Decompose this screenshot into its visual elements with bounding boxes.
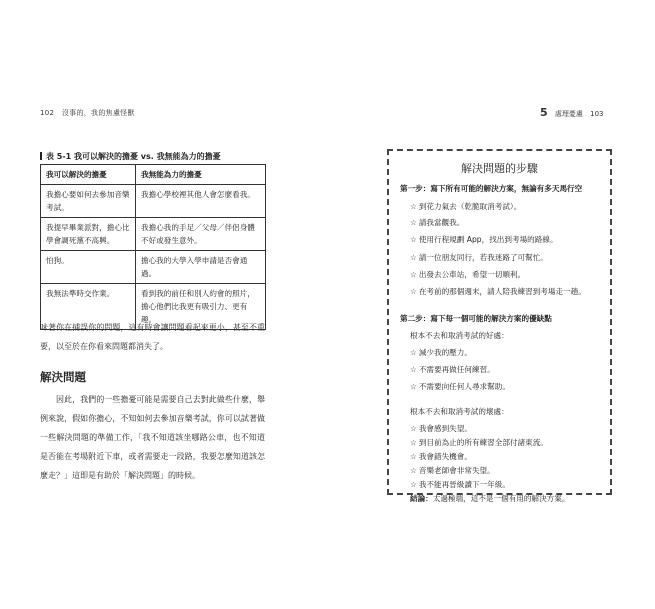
table-header-cell: 我無能為力的擔憂 [136, 165, 266, 185]
conclusion-text: 太過極端，這不是一個有用的解決方案。 [432, 494, 570, 503]
list-item [410, 479, 510, 491]
worry-table [40, 164, 266, 330]
pros-heading: 根本不去和取消考試的好處： [410, 331, 509, 340]
list-item-text: 我不能再晉級讀下一年級。 [418, 480, 510, 489]
star-icon: ☆ [410, 235, 417, 244]
list-item [410, 234, 558, 246]
table-cell: 看到我的前任和別人約會的照片，擔心他們比我更有吸引力、更有趣。 [136, 284, 266, 330]
left-page-number: 102 [40, 109, 55, 117]
star-icon: ☆ [410, 218, 417, 227]
star-icon: ☆ [410, 202, 417, 211]
table-cell: 我無法準時交作業。 [41, 284, 136, 330]
star-icon: ☆ [410, 466, 417, 475]
table-cell: 我提早畢業派對，擔心比學會調死黨不高興。 [41, 218, 136, 251]
right-page-number: 103 [590, 110, 604, 118]
left-running-header [40, 108, 135, 118]
caption-bar [40, 152, 42, 160]
list-item-text: 不需要向任何人尋求幫助。 [418, 382, 510, 391]
list-item [410, 381, 510, 393]
list-item [410, 252, 548, 264]
step1-text: 寫下所有可能的解決方案，無論有多天馬行空 [430, 184, 583, 193]
step2-heading [400, 313, 552, 325]
table-cell: 擔心我的大學入學申請是否會通過。 [136, 251, 266, 284]
body-paragraph-2: 因此，我們的一些擔憂可能是需要自己去對此做些什麼，舉例來說，假如你擔心，不知如何去參加音樂考試，你可以試著做一些解決問題的準備工作，「我不知道該坐哪路公車，也不知道是否能在考場附近下車，或者需要走一段路，我要怎麼知道該怎麼走？」這即是有助於「解決問題」的時候。 [40, 395, 265, 480]
star-icon: ☆ [410, 438, 417, 447]
star-icon: ☆ [410, 452, 417, 461]
list-item-text: 到花力氣去（乾脆取消考試）。 [418, 202, 522, 211]
list-item-text: 音樂老師會非常失望。 [418, 466, 495, 475]
right-running-header [540, 106, 604, 119]
table-header-cell: 我可以解決的擔憂 [41, 165, 136, 185]
list-item-text: 在考前的那個週末，請人陪我練習到考場走一趟。 [418, 287, 586, 296]
section-heading: 解決問題 [40, 370, 86, 384]
table-header-row [41, 165, 266, 185]
step1-heading [400, 183, 582, 195]
step2-text: 寫下每一個可能的解決方案的優缺點 [430, 314, 552, 323]
list-item [410, 347, 472, 359]
list-item [410, 201, 521, 213]
steps-box-title: 解決問題的步驟 [461, 162, 538, 175]
left-running-title: 沒事的，我的焦慮怪獸 [61, 109, 135, 117]
table-row [41, 251, 266, 284]
star-icon: ☆ [410, 365, 417, 374]
list-item-text: 使用行程規劃 App，找出到考場的路線。 [418, 235, 558, 244]
table-cell: 我擔心學校裡其他人會怎麼看我。 [136, 185, 266, 218]
conclusion-line [410, 493, 569, 505]
list-item-text: 我會錯失機會。 [418, 452, 472, 461]
step1-label: 第一步： [400, 184, 431, 193]
list-item-text: 出發去公車站，希望一切順利。 [418, 270, 526, 279]
list-item-text: 我會感到失望。 [418, 424, 472, 433]
table-cell: 我擔心我的手足／父母／伴侶身體不好或發生意外。 [136, 218, 266, 251]
table-cell: 怕狗。 [41, 251, 136, 284]
list-item-text: 不需要再做任何練習。 [418, 365, 495, 374]
body-paragraph-1: 味著你在捕誤你的問題，這有時會讓問題看起來更小，甚至不重要，以至於在你看來問題都消失了。 [40, 323, 265, 351]
list-item [410, 451, 472, 463]
star-icon: ☆ [410, 480, 417, 489]
conclusion-label: 結論： [410, 494, 433, 503]
chapter-number: 5 [540, 106, 548, 119]
list-item [410, 217, 464, 229]
table-caption [40, 151, 221, 162]
star-icon: ☆ [410, 348, 417, 357]
list-item [410, 364, 495, 376]
star-icon: ☆ [410, 287, 417, 296]
list-item-text: 請我當觀我。 [418, 218, 465, 227]
cons-heading: 根本不去和取消考試的壞處： [410, 407, 509, 416]
list-item-text: 請一位朋友同行，若我迷路了可幫忙。 [418, 253, 548, 262]
table-cell: 我擔心要如何去參加音樂考試。 [41, 185, 136, 218]
list-item-text: 減少我的壓力。 [418, 348, 472, 357]
star-icon: ☆ [410, 382, 417, 391]
list-item [410, 286, 586, 298]
list-item [410, 465, 495, 477]
chapter-title: 處理憂慮 [554, 110, 583, 118]
list-item [410, 423, 472, 435]
star-icon: ☆ [410, 270, 417, 279]
list-item-text: 到目前為止的所有練習全部付諸東流。 [418, 438, 548, 447]
table-caption-text: 表 5-1 我可以解決的擔憂 vs. 我無能為力的擔憂 [46, 152, 221, 161]
table-row [41, 185, 266, 218]
star-icon: ☆ [410, 253, 417, 262]
table-row [41, 218, 266, 251]
star-icon: ☆ [410, 424, 417, 433]
list-item [410, 437, 548, 449]
step2-label: 第二步： [400, 314, 431, 323]
list-item [410, 269, 525, 281]
